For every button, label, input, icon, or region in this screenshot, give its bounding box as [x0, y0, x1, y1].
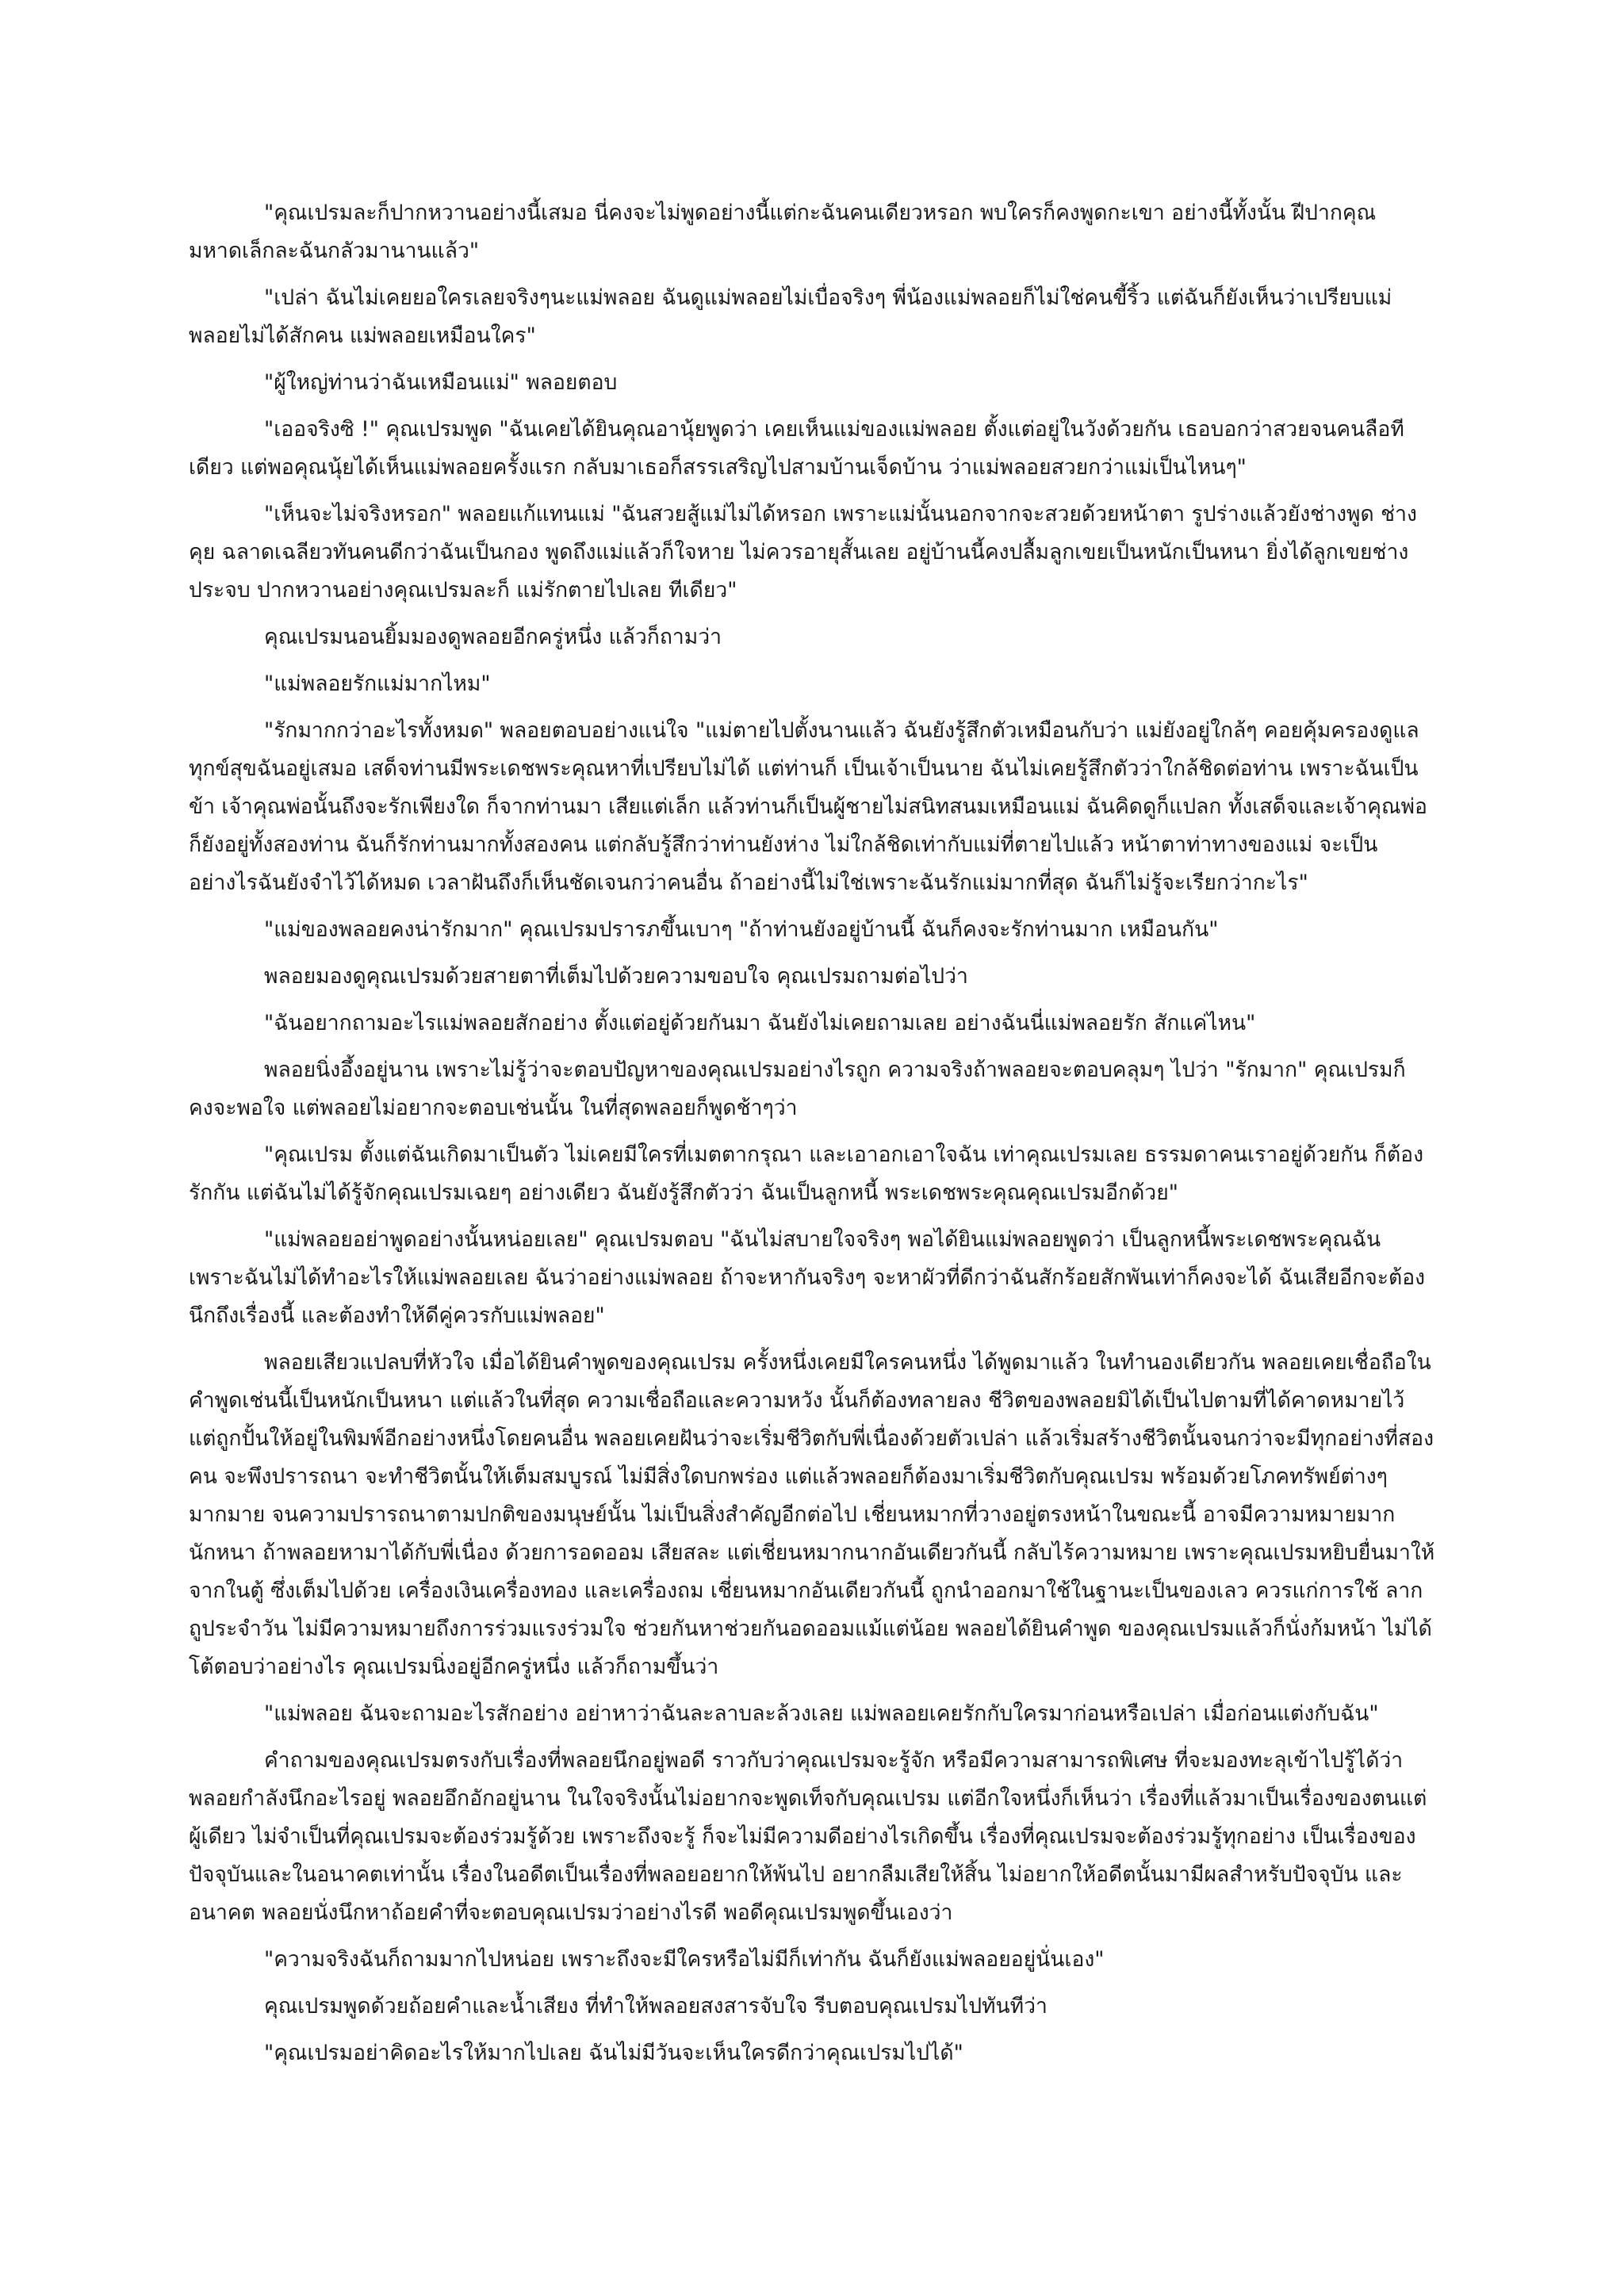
- paragraph: "แม่พลอยรักแม่มากไหม": [264, 672, 491, 696]
- paragraph: "ฉันอยากถามอะไรแม่พลอยสักอย่าง ตั้งแต่อยู่ด้วยกันมา ฉันยังไม่เคยถามเลย อย่างฉันนี่แม่พลอยรัก สักแค่ไหน": [264, 1011, 1256, 1035]
- paragraph: "คุณเปรม ตั้งแต่ฉันเกิดมาเป็นตัว ไม่เคยมีใครที่เมตตากรุณา และเอาอกเอาใจฉัน เท่าคุณเปรมเลย ธรรมดาคนเราอยู่ด้วยกัน ก็ต้องรักกัน แต่ฉันไม่ได้รู้จักคุณเปรมเฉยๆ อย่างเดียว ฉันยังรู้สึกตัวว่า ฉันเป็นลูกหนี้ พระเดชพระคุณคุณเปรมอีกด้วย": [189, 1142, 1424, 1205]
- paragraph: "แม่ของพลอยคงน่ารักมาก" คุณเปรมปรารภขึ้นเบาๆ "ถ้าท่านยังอยู่บ้านนี้ ฉันก็คงจะรักท่านมาก เหมือนกัน": [264, 917, 1219, 942]
- paragraph: คุณเปรมพูดด้วยถ้อยคำและน้ำเสียง ที่ทำให้พลอยสงสารจับใจ รีบตอบคุณเปรมไปทันทีว่า: [264, 1994, 1048, 2019]
- paragraph: "เห็นจะไม่จริงหรอก" พลอยแก้แทนแม่ "ฉันสวยสู้แม่ไม่ได้หรอก เพราะแม่นั้นนอกจากจะสวยด้วยหน้าตา รูปร่างแล้วยังช่างพูด ช่างคุย ฉลาดเฉลียวทันคนดีกว่าฉันเป็นกอง พูดถึงแม่แล้วก็ใจหาย ไม่ควรอายุสั้นเลย อยู่บ้านนี้คงปลื้มลูกเขยเป็นหนักเป็นหนา ยิ่งได้ลูกเขยช่างประจบ ปากหวานอย่างคุณเปรมละก็ แม่รักตายไปเลย ทีเดียว": [189, 502, 1417, 603]
- paragraph: "คุณเปรมอย่าคิดอะไรให้มากไปเลย ฉันไม่มีวันจะเห็นใครดีกว่าคุณเปรมไปได้": [264, 2041, 963, 2065]
- paragraph: "ความจริงฉันก็ถามมากไปหน่อย เพราะถึงจะมีใครหรือไม่มีก็เท่ากัน ฉันก็ยังแม่พลอยอยู่นั่นเอง": [264, 1947, 1105, 1972]
- paragraph: "ผู้ใหญ่ท่านว่าฉันเหมือนแม่" พลอยตอบ: [264, 370, 618, 395]
- paragraph: คำถามของคุณเปรมตรงกับเรื่องที่พลอยนึกอยู่พอดี ราวกับว่าคุณเปรมจะรู้จัก หรือมีความสามารถพิเศษ ที่จะมองทะลุเข้าไปรู้ได้ว่า พลอยกำลังนึกอะไรอยู่ พลอยอึกอักอยู่นาน ในใจจริงนั้นไม่อยากจะพูดเท็จกับคุณเปรม แต่อีกใจหนึ่งก็เห็นว่า เรื่องที่แล้วมาเป็นเรื่องของตนแต่ผู้เดียว ไม่จำเป็นที่คุณเปรมจะต้องร่วมรู้ด้วย เพราะถึงจะรู้ ก็จะไม่มีความดีอย่างไรเกิดขึ้น เรื่องที่คุณเปรมจะต้องร่วมรู้ทุกอย่าง เป็นเรื่องของปัจจุบันและในอนาคตเท่านั้น เรื่องในอดีตเป็นเรื่องที่พลอยอยากให้พ้นไป อยากลืมเสียให้สิ้น ไม่อยากให้อดีตนั้นมามีผลสำหรับปัจจุบัน และอนาคต พลอยนั่งนึกหาถ้อยคำที่จะตอบคุณเปรมว่าอย่างไรดี พอดีคุณเปรมพูดขึ้นเองว่า: [189, 1748, 1427, 1925]
- paragraph: พลอยเสียวแปลบที่หัวใจ เมื่อได้ยินคำพูดของคุณเปรม ครั้งหนึ่งเคยมีใครคนหนึ่ง ได้พูดมาแล้ว ในทำนองเดียวกัน พลอยเคยเชื่อถือในคำพูดเช่นนี้เป็นหนักเป็นหนา แต่แล้วในที่สุด ความเชื่อถือและความหวัง นั้นก็ต้องทลายลง ชีวิตของพลอยมิได้เป็นไปตามที่ได้คาดหมายไว้ แต่ถูกปั้นให้อยู่ในพิมพ์อีกอย่างหนึ่งโดยคนอื่น พลอยเคยฝันว่าจะเริ่มชีวิตกับพี่เนื่องด้วยตัวเปล่า แล้วเริ่มสร้างชีวิตนั้นจนกว่าจะมีทุกอย่างที่สองคน จะพึงปรารถนา จะทำชีวิตนั้นให้เต็มสมบูรณ์ ไม่มีสิ่งใดบกพร่อง แต่แล้วพลอยก็ต้องมาเริ่มชีวิตกับคุณเปรม พร้อมด้วยโภคทรัพย์ต่างๆมากมาย จนความปรารถนาตามปกติของมนุษย์นั้น ไม่เป็นสิ่งสำคัญอีกต่อไป เชี่ยนหมากที่วางอยู่ตรงหน้าในขณะนี้ อาจมีความหมายมากนักหนา ถ้าพลอยหามาได้กับพี่เนื่อง ด้วยการอดออม เสียสละ แต่เชี่ยนหมากนากอันเดียวกันนี้ กลับไร้ความหมาย เพราะคุณเปรมหยิบยื่นมาให้จากในตู้ ซึ่งเต็มไปด้วย เครื่องเงินเครื่องทอง และเครื่องถม เชี่ยนหมากอันเดียวกันนี้ ถูกนำออกมาใช้ในฐานะเป็นของเลว ควรแก่การใช้ ลากถูประจำวัน ไม่มีความหมายถึงการร่วมแรงร่วมใจ ช่วยกันหาช่วยกันอดออมแม้แต่น้อย พลอยได้ยินคำพูด ของคุณเปรมแล้วก็นั่งก้มหน้า ไม่ได้โต้ตอบว่าอย่างไร คุณเปรมนิ่งอยู่อีกครู่หนึ่ง แล้วก็ถามขึ้นว่า: [189, 1350, 1435, 1679]
- document-body: [189, 194, 1435, 2081]
- paragraph: พลอยนิ่งอึ้งอยู่นาน เพราะไม่รู้ว่าจะตอบปัญหาของคุณเปรมอย่างไรถูก ความจริงถ้าพลอยจะตอบคลุมๆ ไปว่า "รักมาก" คุณเปรมก็คงจะพอใจ แต่พลอยไม่อยากจะตอบเช่นนั้น ในที่สุดพลอยก็พูดช้าๆว่า: [189, 1058, 1406, 1120]
- paragraph: "แม่พลอย ฉันจะถามอะไรสักอย่าง อย่าหาว่าฉันละลาบละล้วงเลย แม่พลอยเคยรักกับใครมาก่อนหรือเปล่า เมื่อก่อนแต่งกับฉัน": [264, 1701, 1379, 1726]
- paragraph: "เปล่า ฉันไม่เคยยอใครเลยจริงๆนะแม่พลอย ฉันดูแม่พลอยไม่เบื่อจริงๆ พี่น้องแม่พลอยก็ไม่ใช่คนขี้ริ้ว แต่ฉันก็ยังเห็นว่าเปรียบแม่พลอยไม่ได้สักคน แม่พลอยเหมือนใคร": [189, 285, 1392, 348]
- paragraph: "รักมากกว่าอะไรทั้งหมด" พลอยตอบอย่างแน่ใจ "แม่ตายไปตั้งนานแล้ว ฉันยังรู้สึกตัวเหมือนกับว่า แม่ยังอยู่ใกล้ๆ คอยคุ้มครองดูแลทุกข์สุขฉันอยู่เสมอ เสด็จท่านมีพระเดชพระคุณหาที่เปรียบไม่ได้ แต่ท่านก็ เป็นเจ้าเป็นนาย ฉันไม่เคยรู้สึกตัวว่าใกล้ชิดต่อท่าน เพราะฉันเป็นข้า เจ้าคุณพ่อนั้นถึงจะรักเพียงใด ก็จากท่านมา เสียแต่เล็ก แล้วท่านก็เป็นผู้ชายไม่สนิทสนมเหมือนแม่ ฉันคิดดูก็แปลก ทั้งเสด็จและเจ้าคุณพ่อ ก็ยังอยู่ทั้งสองท่าน ฉันก็รักท่านมากทั้งสองคน แต่กลับรู้สึกว่าท่านยังห่าง ไม่ใกล้ชิดเท่ากับแม่ที่ตายไปแล้ว หน้าตาท่าทางของแม่ จะเป็นอย่างไรฉันยังจำไว้ได้หมด เวลาฝันถึงก็เห็นชัดเจนกว่าคนอื่น ถ้าอย่างนี้ไม่ใช่เพราะฉันรักแม่มากที่สุด ฉันก็ไม่รู้จะเรียกว่ากะไร": [189, 718, 1427, 895]
- paragraph: "แม่พลอยอย่าพูดอย่างนั้นหน่อยเลย" คุณเปรมตอบ "ฉันไม่สบายใจจริงๆ พอได้ยินแม่พลอยพูดว่า เป็นลูกหนี้พระเดชพระคุณฉัน เพราะฉันไม่ได้ทำอะไรให้แม่พลอยเลย ฉันว่าอย่างแม่พลอย ถ้าจะหากันจริงๆ จะหาผัวที่ดีกว่าฉันสักร้อยสักพันเท่าก็คงจะได้ ฉันเสียอีกจะต้องนึกถึงเรื่องนี้ และต้องทำให้ดีคู่ควรกับแม่พลอย": [189, 1227, 1426, 1328]
- paragraph: "เออจริงซิ !" คุณเปรมพูด "ฉันเคยได้ยินคุณอานุ้ยพูดว่า เคยเห็นแม่ของแม่พลอย ตั้งแต่อยู่ในวังด้วยกัน เธอบอกว่าสวยจนคนลือทีเดียว แต่พอคุณนุ้ยได้เห็นแม่พลอยครั้งแรก กลับมาเธอก็สรรเสริญไปสามบ้านเจ็ดบ้าน ว่าแม่พลอยสวยกว่าแม่เป็นไหนๆ": [189, 417, 1404, 480]
- paragraph: คุณเปรมนอนยิ้มมองดูพลอยอีกครู่หนึ่ง แล้วก็ถามว่า: [264, 625, 722, 649]
- paragraph: "คุณเปรมละก็ปากหวานอย่างนี้เสมอ นี่คงจะไม่พูดอย่างนี้แต่กะฉันคนเดียวหรอก พบใครก็คงพูดกะเขา อย่างนี้ทั้งนั้น ฝีปากคุณมหาดเล็กละฉันกลัวมานานแล้ว": [189, 201, 1377, 263]
- paragraph: พลอยมองดูคุณเปรมด้วยสายตาที่เต็มไปด้วยความขอบใจ คุณเปรมถามต่อไปว่า: [264, 964, 968, 989]
